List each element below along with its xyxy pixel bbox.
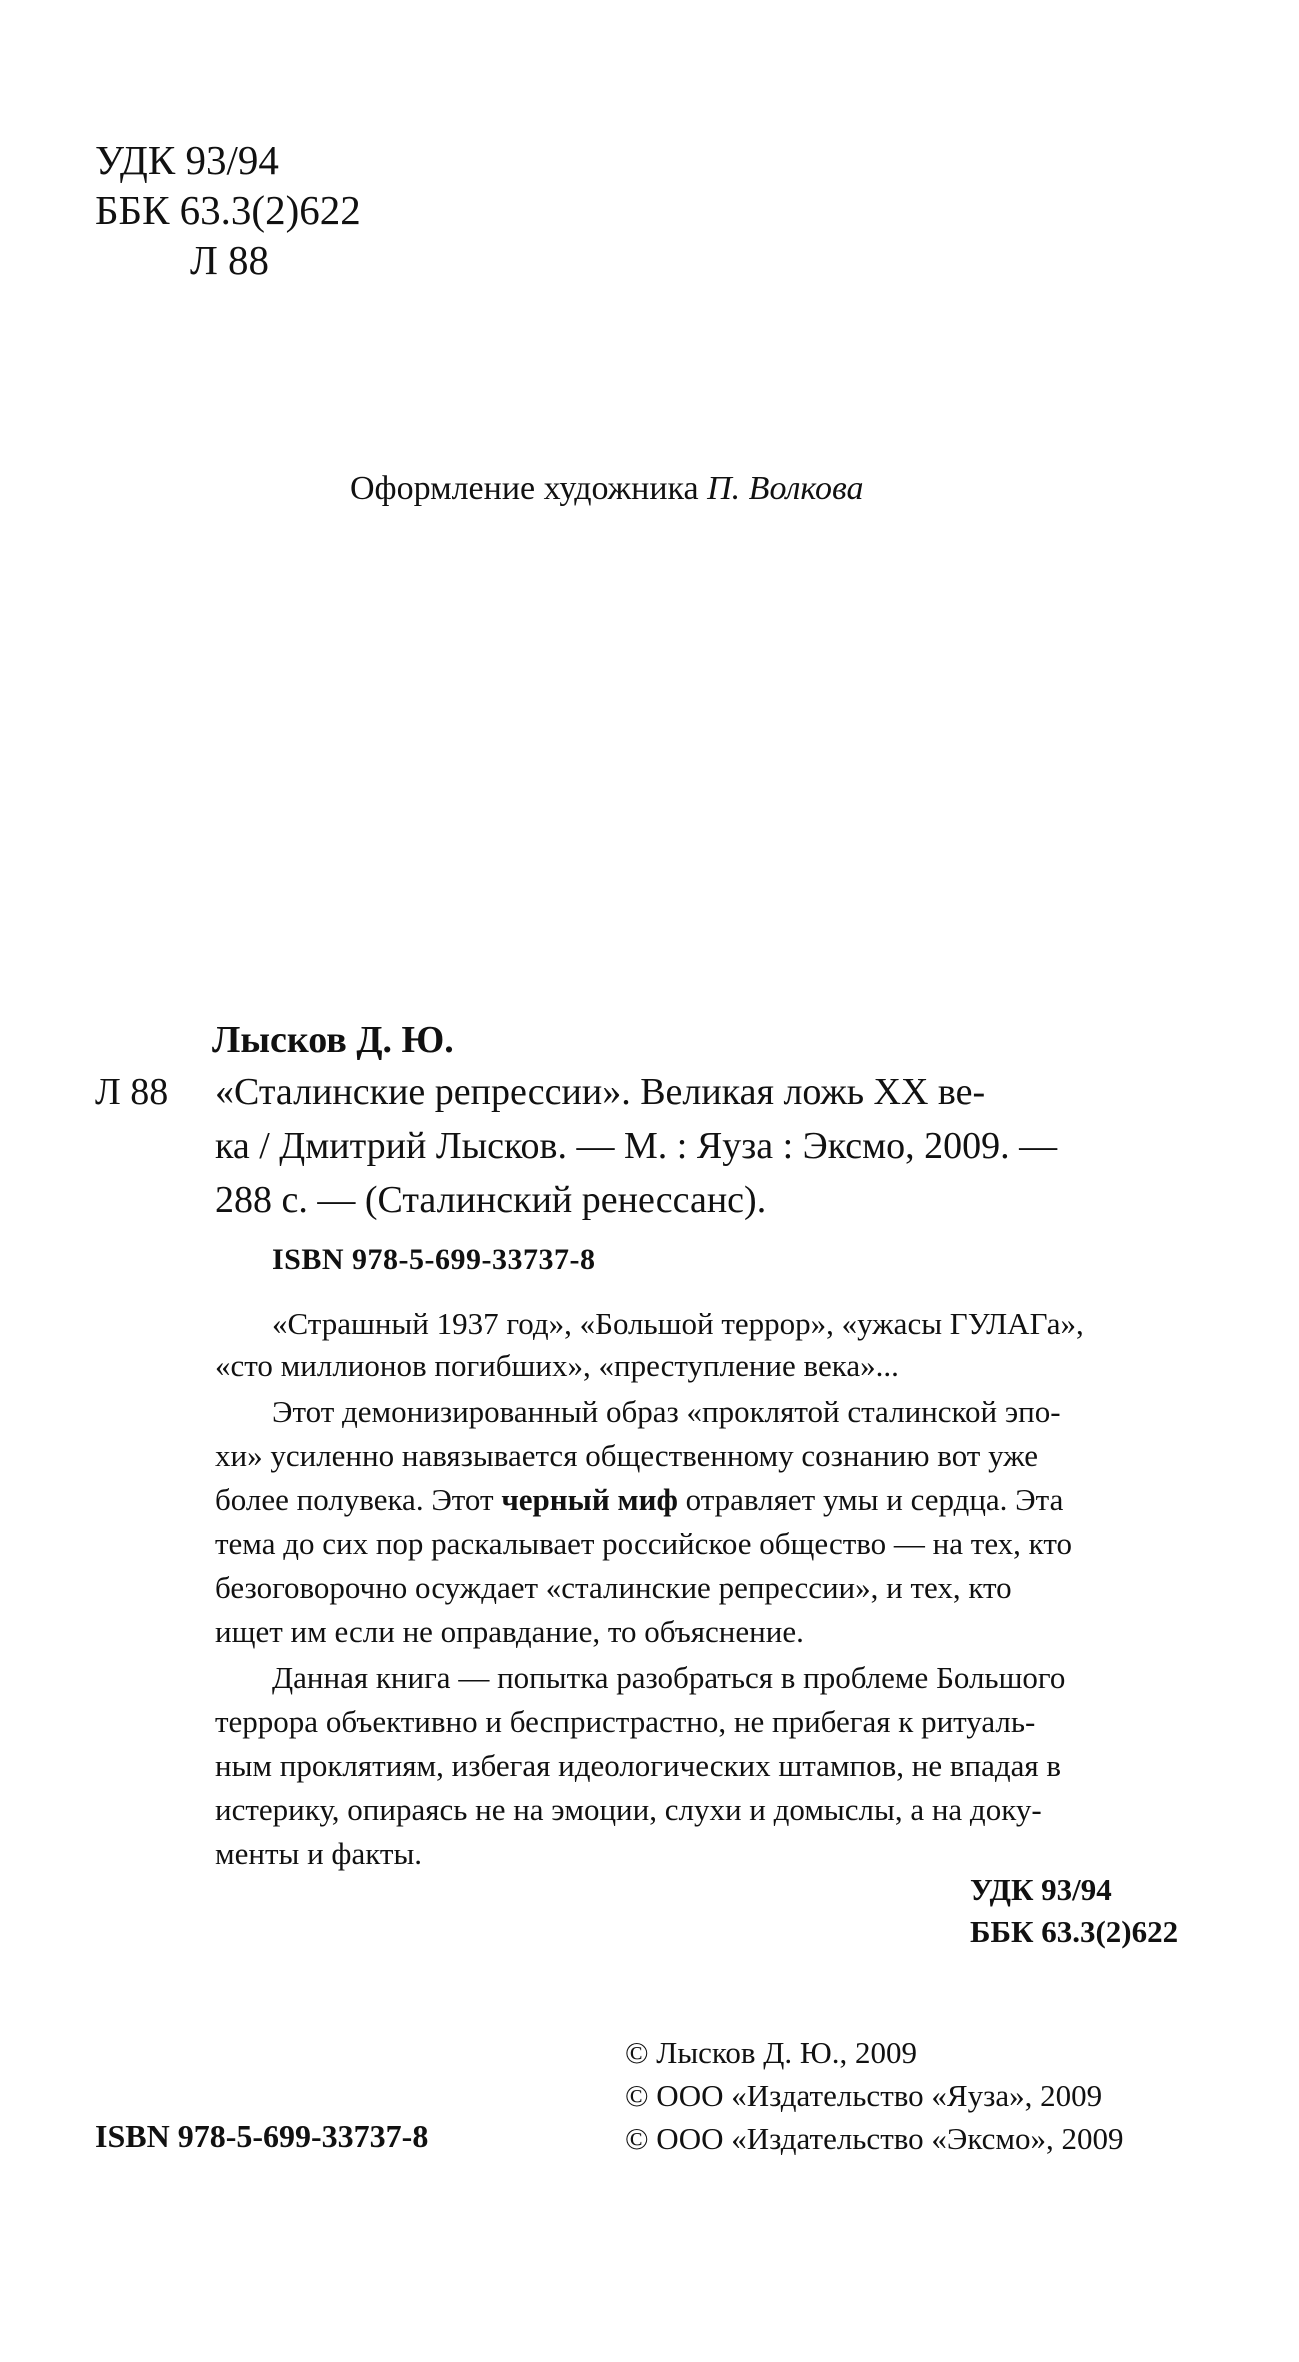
record-title-line-2: ка / Дмитрий Лысков. — М. : Яуза : Эксмо, 2009. — — [215, 1125, 1058, 1167]
design-credit-artist: П. Волкова — [707, 470, 864, 507]
annotation-line-9: Данная книга — попытка разобраться в проблеме Большого — [272, 1660, 1066, 1695]
annotation-line-5-end: отравляет умы и сердца. Эта — [677, 1482, 1064, 1517]
design-credit-text: Оформление художника — [350, 470, 708, 507]
annotation-line-8: ищет им если не оправдание, то объяснение. — [215, 1614, 804, 1649]
black-myth-emphasis: черный миф — [501, 1482, 678, 1517]
udk-code-bottom: УДК 93/94 — [970, 1872, 1112, 1907]
record-author: Лысков Д. Ю. — [212, 1019, 454, 1061]
annotation-line-4: хи» усиленно навязывается общественному сознанию вот уже — [215, 1438, 1038, 1473]
copyright-author: © Лысков Д. Ю., 2009 — [625, 2035, 918, 2070]
udk-code: УДК 93/94 — [95, 137, 279, 183]
isbn-bottom: ISBN 978-5-699-33737-8 — [95, 2118, 429, 2154]
author-mark: Л 88 — [190, 237, 270, 283]
annotation-line-5-start: более полувека. Этот — [215, 1482, 502, 1517]
annotation-line-3: Этот демонизированный образ «проклятой сталинской эпо- — [272, 1394, 1061, 1429]
bbk-code: ББК 63.3(2)622 — [95, 187, 361, 233]
record-author-mark: Л 88 — [95, 1071, 169, 1113]
annotation-line-6: тема до сих пор раскалывает российское общество — на тех, кто — [215, 1526, 1072, 1561]
record-title-line-3: 288 с. — (Сталинский ренессанс). — [215, 1179, 767, 1221]
design-credit — [350, 470, 864, 508]
annotation-line-12: истерику, опираясь не на эмоции, слухи и домыслы, а на доку- — [215, 1792, 1042, 1827]
record-title-line-1: «Сталинские репрессии». Великая ложь XX ве- — [215, 1071, 986, 1113]
annotation-line-10: террора объективно и беспристрастно, не прибегая к ритуаль- — [215, 1704, 1036, 1739]
annotation-line-7: безоговорочно осуждает «сталинские репрессии», и тех, кто — [215, 1570, 1012, 1605]
copyright-yauza: © ООО «Издательство «Яуза», 2009 — [625, 2078, 1103, 2113]
annotation-line-2: «сто миллионов погибших», «преступление века»... — [215, 1348, 899, 1383]
annotation-line-5 — [215, 1484, 1063, 1515]
record-isbn: ISBN 978-5-699-33737-8 — [272, 1243, 596, 1276]
annotation-line-13: менты и факты. — [215, 1836, 423, 1871]
annotation-line-1: «Страшный 1937 год», «Большой террор», «ужасы ГУЛАГа», — [272, 1306, 1084, 1341]
annotation-line-11: ным проклятиям, избегая идеологических штампов, не впадая в — [215, 1748, 1062, 1783]
bbk-code-bottom: ББК 63.3(2)622 — [970, 1914, 1179, 1949]
copyright-eksmo: © ООО «Издательство «Эксмо», 2009 — [625, 2121, 1124, 2156]
